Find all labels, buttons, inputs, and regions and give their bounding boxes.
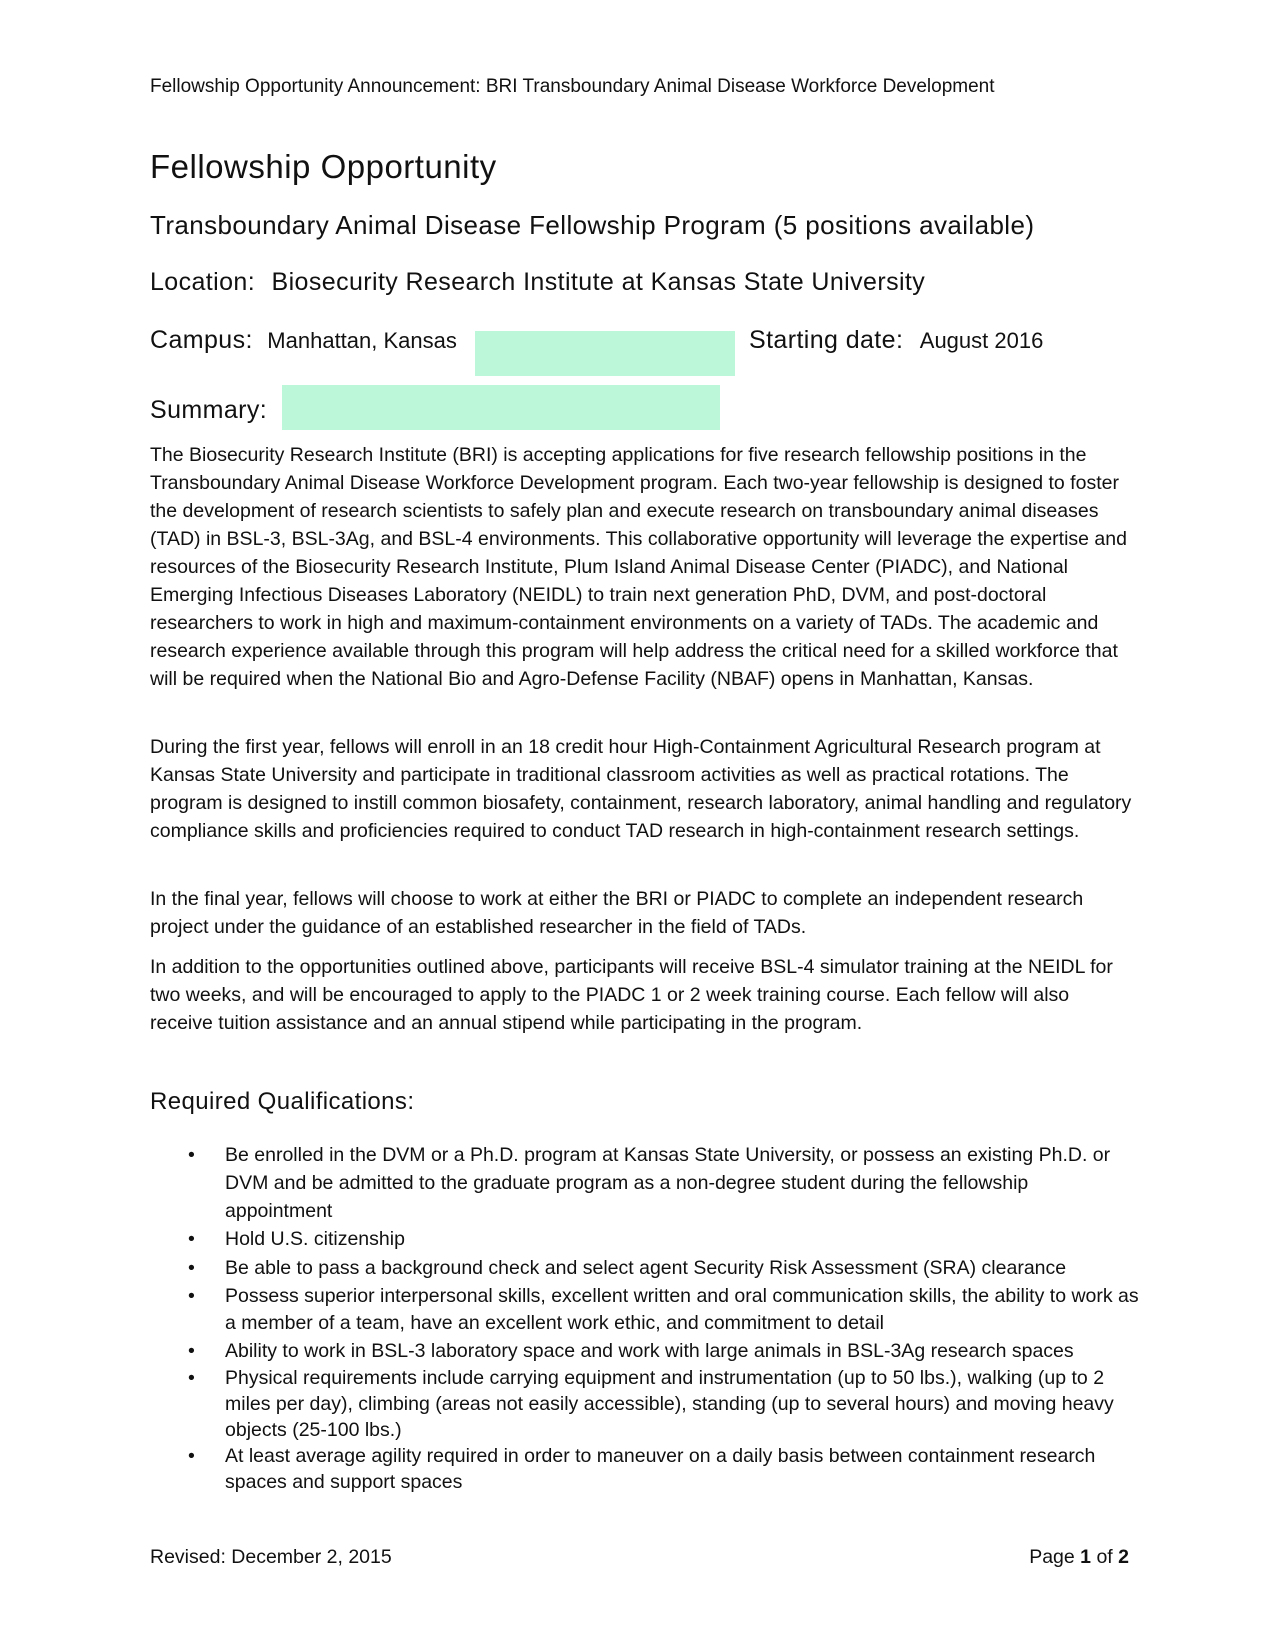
summary-paragraph-1: The Biosecurity Research Institute (BRI) is accepting applications for five research fellowship positions in the Transboundary Animal Disease Workforce Development program. Each two-year fellowship is designed to foster the development of research scientists to safely plan and execute research on transboundary animal diseases (TAD) in BSL-3, BSL-3Ag, and BSL-4 environments. This collaborative opportunity will leverage the expertise and resources of the Biosecurity Research Institute, Plum Island Animal Disease Center (PIADC), and National Emerging Infectious Diseases Laboratory (NEIDL) to train next generation PhD, DVM, and post-doctoral researchers to work in high and maximum-containment environments on a variety of TADs. The academic and research experience available through this program will help address the critical need for a skilled workforce that will be required when the National Bio and Agro-Defense Facility (NBAF) opens in Manhattan, Kansas.: [150, 444, 1127, 690]
redaction-box-campus: [475, 331, 735, 376]
revised-date: Revised: December 2, 2015: [150, 1546, 392, 1568]
bullet-icon: •: [188, 1367, 195, 1389]
bullet-icon: •: [188, 1340, 195, 1362]
page-title: Fellowship Opportunity: [150, 148, 497, 185]
running-header: Fellowship Opportunity Announcement: BRI Transboundary Animal Disease Workforce Development: [150, 76, 995, 97]
summary-paragraph-2: During the first year, fellows will enroll in an 18 credit hour High-Containment Agricultural Research program at Kansas State University and participate in traditional classroom activities as well as practical rotations. The program is designed to instill common biosafety, containment, research laboratory, animal handling and regulatory compliance skills and proficiencies required to conduct TAD research in high-containment research settings.: [150, 736, 1132, 842]
list-item: • Be enrolled in the DVM or a Ph.D. program at Kansas State University, or possess an existing Ph.D. or DVM and be admitted to the graduate program as a non-degree student during the fellowship appointment: [150, 1141, 1140, 1225]
bullet-icon: •: [188, 1445, 195, 1467]
current-page: 1: [1080, 1546, 1092, 1568]
starting-date-value: August 2016: [919, 328, 1044, 353]
location-label: Location:: [150, 268, 256, 296]
bullet-icon: •: [188, 1257, 195, 1279]
page-number: Page 1 of 2: [1029, 1546, 1129, 1568]
list-item: • Physical requirements include carrying equipment and instrumentation (up to 50 lbs.), walking (up to 2 miles per day), climbing (areas not easily accessible), standing (up to several hours) and moving heavy objects (25-100 lbs.): [188, 1367, 1114, 1441]
list-item: • Possess superior interpersonal skills, excellent written and oral communication skills, the ability to work as a member of a team, have an excellent work ethic, and commitment to detail: [188, 1285, 1139, 1334]
program-heading: Transboundary Animal Disease Fellowship Program (5 positions available): [150, 210, 1035, 240]
list-item: • At least average agility required in order to maneuver on a daily basis between containment research spaces and support spaces: [188, 1445, 1096, 1493]
summary-label-row: [150, 396, 267, 425]
qualifications-heading: Required Qualifications:: [150, 1088, 415, 1115]
bullet-icon: •: [188, 1228, 195, 1250]
qualifications-list: [150, 1141, 1140, 1495]
summary-paragraph-3: In the final year, fellows will choose to work at either the BRI or PIADC to complete an independent research project under the guidance of an established researcher in the field of TADs.: [150, 888, 1084, 938]
campus-value: Manhattan, Kansas: [267, 328, 457, 353]
campus-label-row: [150, 326, 457, 355]
list-item: • Be able to pass a background check and select agent Security Risk Assessment (SRA) clearance: [150, 1254, 1140, 1283]
bullet-icon: •: [188, 1144, 195, 1166]
list-item: • Ability to work in BSL-3 laboratory space and work with large animals in BSL-3Ag research spaces: [150, 1337, 1140, 1365]
starting-date-label: Starting date:: [749, 326, 904, 354]
location-value: Biosecurity Research Institute at Kansas State University: [271, 268, 926, 296]
total-pages: 2: [1118, 1546, 1129, 1568]
location-row: [150, 268, 925, 297]
summary-paragraph-4: In addition to the opportunities outlined above, participants will receive BSL-4 simulator training at the NEIDL for two weeks, and will be encouraged to apply to the PIADC 1 or 2 week training course. Each fellow will also receive tuition assistance and an annual stipend while participating in the program.: [150, 956, 1113, 1034]
redaction-box-summary: [282, 385, 720, 430]
list-item: • Hold U.S. citizenship: [150, 1225, 1140, 1254]
summary-label: Summary:: [150, 396, 268, 424]
starting-date-row: [749, 326, 1043, 355]
campus-label: Campus:: [150, 326, 253, 354]
bullet-icon: •: [188, 1285, 195, 1307]
